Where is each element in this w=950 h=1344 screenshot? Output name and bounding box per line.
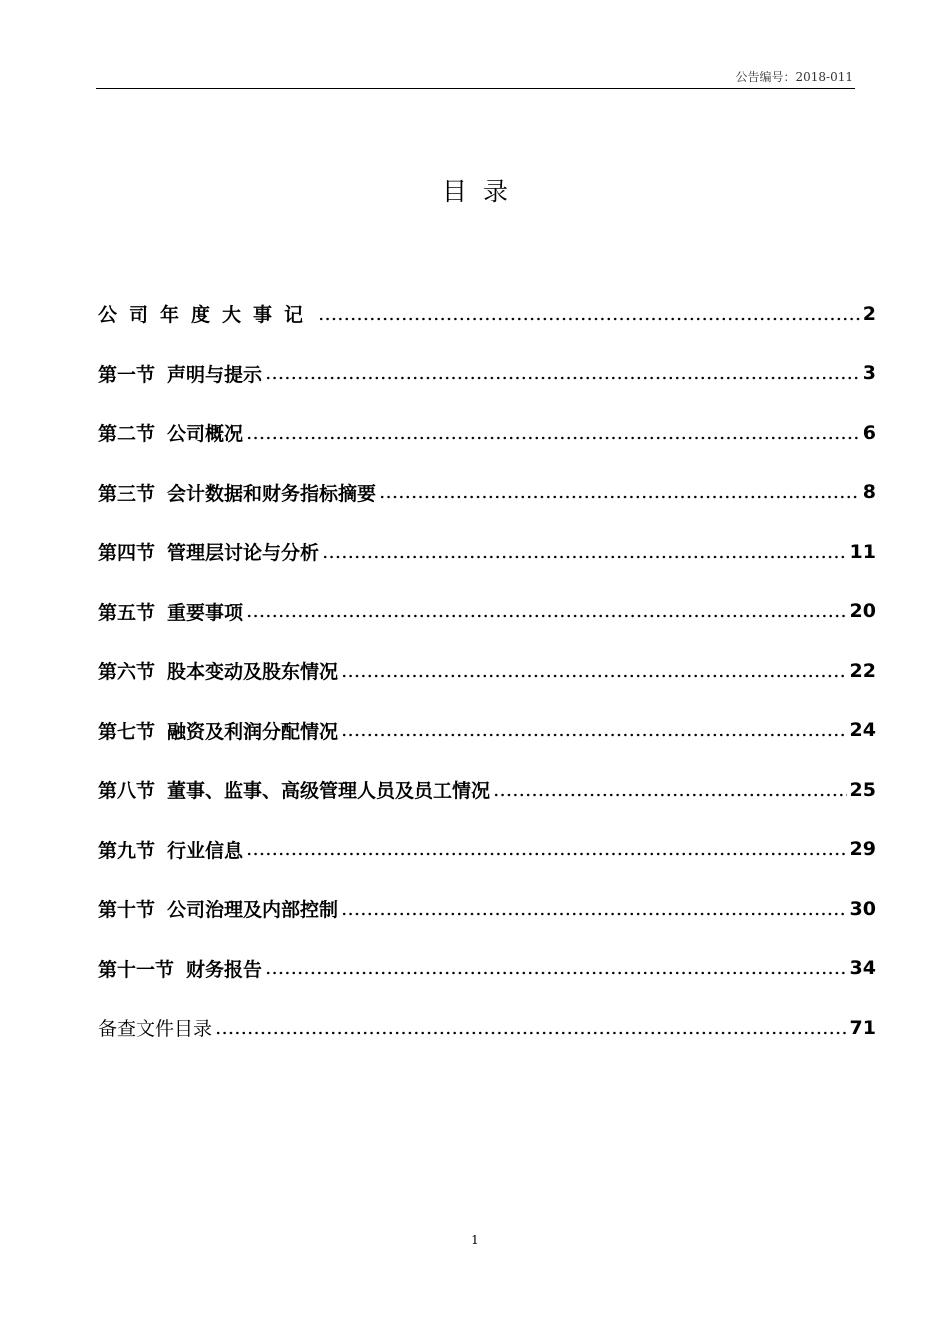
toc-section-label: 第五节 [98, 601, 156, 624]
toc-entry-section-10[interactable] [98, 879, 876, 939]
toc-entry-section-7[interactable] [98, 701, 876, 761]
toc-entry-section-6[interactable] [98, 641, 876, 701]
toc-section-label: 第三节 [98, 482, 156, 505]
toc-page-number: 8 [862, 481, 876, 504]
toc-entry-section-1[interactable] [98, 344, 876, 404]
page-number-footer: 1 [471, 1233, 479, 1247]
toc-entry-title: 股本变动及股东情况 [167, 661, 339, 684]
toc-page-number: 30 [849, 897, 876, 920]
toc-section-label: 第一节 [98, 363, 156, 386]
toc-page-number: 6 [862, 421, 876, 444]
table-of-contents [98, 284, 876, 1058]
toc-entry-title: 董事、监事、高级管理人员及员工情况 [167, 780, 491, 803]
toc-page-number: 71 [849, 1016, 876, 1039]
announcement-number: 公告编号：2018-011 [735, 70, 853, 84]
toc-leader-dots [341, 912, 847, 916]
toc-entry-title: 财务报告 [186, 958, 263, 981]
toc-entry-annual-events[interactable] [98, 284, 876, 344]
toc-page-number: 34 [849, 957, 876, 980]
toc-entry-title: 公司年度大事记 [98, 304, 316, 327]
toc-leader-dots [379, 495, 860, 499]
toc-entry-title: 备查文件目录 [98, 1018, 213, 1041]
toc-leader-dots [246, 436, 860, 440]
toc-page-number: 29 [849, 838, 876, 861]
toc-section-label: 第八节 [98, 780, 156, 803]
toc-leader-dots [215, 1031, 847, 1035]
toc-leader-dots [341, 733, 847, 737]
toc-entry-title: 融资及利润分配情况 [167, 720, 339, 743]
toc-entry-title: 声明与提示 [167, 363, 263, 386]
toc-page-number: 25 [849, 778, 876, 801]
toc-entry-title: 会计数据和财务指标摘要 [167, 482, 377, 505]
page-title: 目录 [441, 177, 524, 206]
toc-entry-title: 公司治理及内部控制 [167, 899, 339, 922]
toc-page-number: 2 [862, 302, 876, 325]
toc-entry-section-4[interactable] [98, 522, 876, 582]
toc-leader-dots [265, 376, 860, 380]
toc-page-number: 20 [849, 600, 876, 623]
toc-section-label: 第十一节 [98, 958, 175, 981]
toc-leader-dots [493, 793, 847, 797]
toc-page-number: 3 [862, 362, 876, 385]
toc-section-label: 第九节 [98, 839, 156, 862]
toc-section-label: 第十节 [98, 899, 156, 922]
toc-entry-title: 重要事项 [167, 601, 244, 624]
toc-entry-reference-documents[interactable] [98, 998, 876, 1058]
toc-leader-dots [318, 317, 860, 321]
toc-leader-dots [322, 555, 847, 559]
page-header [96, 66, 855, 89]
toc-section-label: 第七节 [98, 720, 156, 743]
toc-entry-section-9[interactable] [98, 820, 876, 880]
toc-page-number: 24 [849, 719, 876, 742]
toc-entry-section-3[interactable] [98, 463, 876, 523]
toc-entry-title: 公司概况 [167, 423, 244, 446]
toc-page-number: 11 [849, 540, 876, 563]
toc-section-label: 第六节 [98, 661, 156, 684]
toc-entry-section-5[interactable] [98, 582, 876, 642]
toc-section-label: 第四节 [98, 542, 156, 565]
toc-entry-title: 行业信息 [167, 839, 244, 862]
toc-leader-dots [246, 852, 847, 856]
toc-entry-section-8[interactable] [98, 760, 876, 820]
toc-leader-dots [246, 614, 847, 618]
toc-section-label: 第二节 [98, 423, 156, 446]
toc-leader-dots [341, 674, 847, 678]
toc-entry-title: 管理层讨论与分析 [167, 542, 320, 565]
toc-entry-section-2[interactable] [98, 403, 876, 463]
toc-page-number: 22 [849, 659, 876, 682]
toc-entry-section-11[interactable] [98, 939, 876, 999]
toc-leader-dots [265, 971, 847, 975]
